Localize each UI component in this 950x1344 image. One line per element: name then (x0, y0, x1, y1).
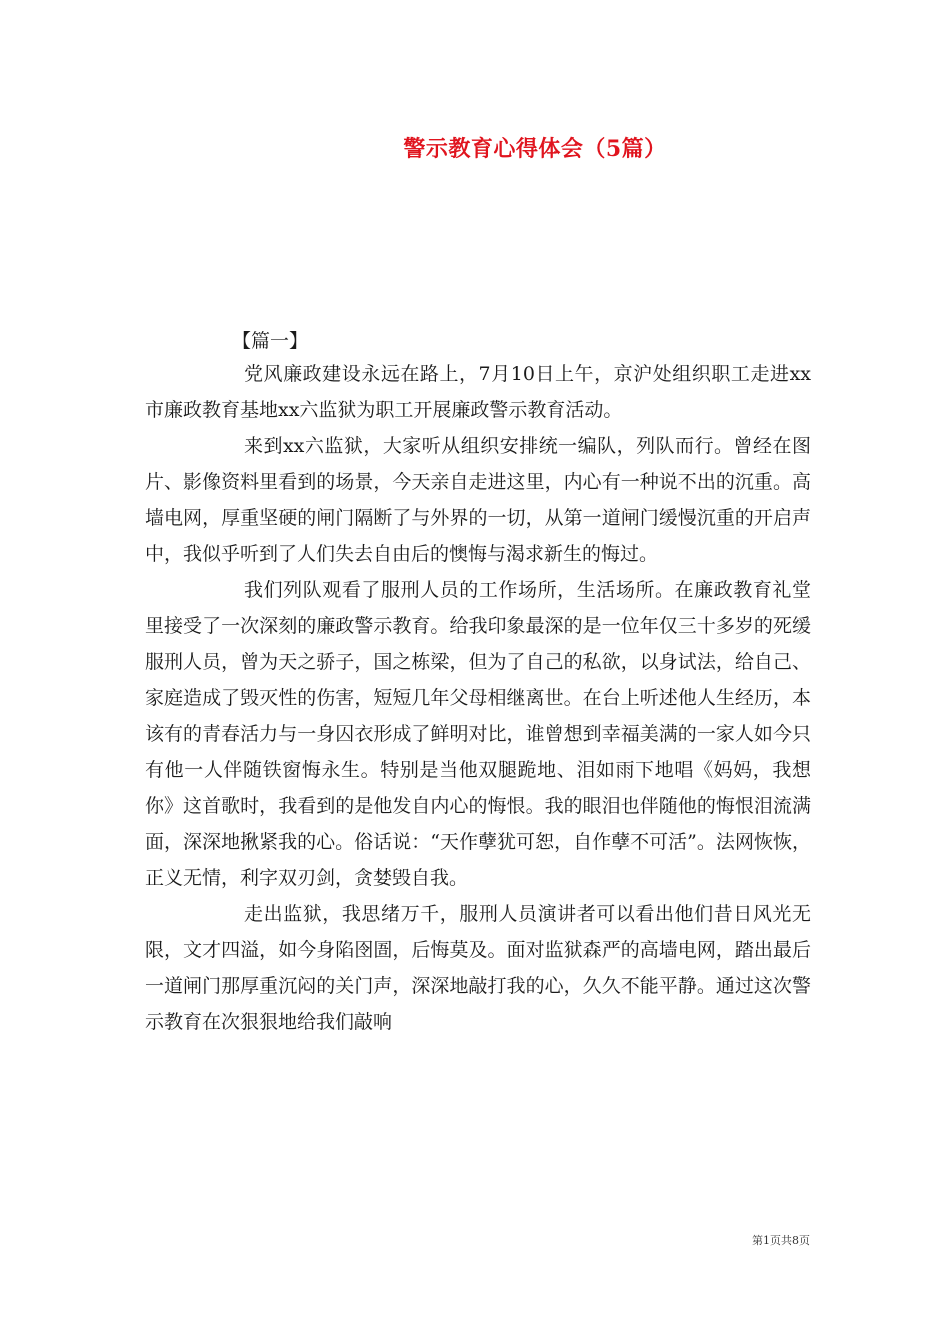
paragraph-2: 来到xx六监狱，大家听从组织安排统一编队，列队而行。曾经在图片、影像资料里看到的场景，今天亲自走进这里，内心有一种说不出的沉重。高墙电网，厚重坚硬的闸门隔断了与外界的一切，从第一道闸门缓慢沉重的开启声中，我似乎听到了人们失去自由后的懊悔与渴求新生的悔过。 (145, 435, 811, 565)
section-label: 【篇一】 (232, 330, 309, 352)
page-footer: 第1页共8页 (752, 1234, 810, 1247)
paragraph-4: 走出监狱，我思绪万千，服刑人员演讲者可以看出他们昔日风光无限，文才四溢，如今身陷囹圄，后悔莫及。面对监狱森严的高墙电网，踏出最后一道闸门那厚重沉闷的关门声，深深地敲打我的心，久久不能平静。通过这次警示教育在次狠狠地给我们敲响 (145, 903, 811, 1033)
document-body (145, 356, 811, 1040)
paragraph-3: 我们列队观看了服刑人员的工作场所，生活场所。在廉政教育礼堂里接受了一次深刻的廉政警示教育。给我印象最深的是一位年仅三十多岁的死缓服刑人员，曾为天之骄子，国之栋梁，但为了自己的私欲，以身试法，给自己、家庭造成了毁灭性的伤害，短短几年父母相继离世。在台上听述他人生经历，本该有的青春活力与一身囚衣形成了鲜明对比，谁曾想到幸福美满的一家人如今只有他一人伴随铁窗悔永生。特别是当他双腿跪地、泪如雨下地唱《妈妈，我想你》这首歌时，我看到的是他发自内心的悔恨。我的眼泪也伴随他的悔恨泪流满面，深深地揪紧我的心。俗话说：“天作孽犹可恕，自作孽不可活”。法网恢恢，正义无情，利字双刃剑，贪婪毁自我。 (145, 579, 811, 889)
document-title: 警示教育心得体会（5篇） (403, 136, 667, 162)
paragraph-1: 党风廉政建设永远在路上，7月10日上午，京沪处组织职工走进xx市廉政教育基地xx六监狱为职工开展廉政警示教育活动。 (145, 363, 811, 421)
